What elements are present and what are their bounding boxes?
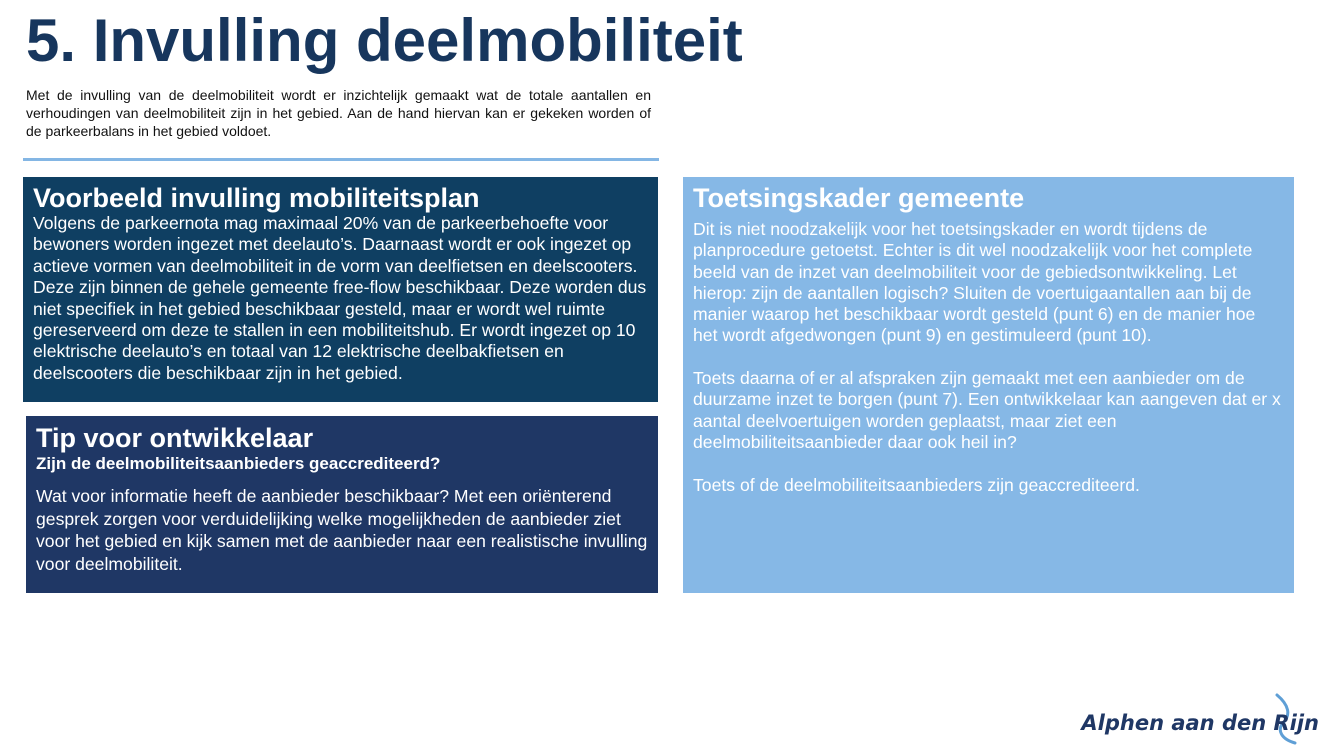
tip-box: [26, 416, 658, 593]
logo-text: Alphen aan den Rijn: [1081, 711, 1319, 735]
check-paragraph: Toets daarna of er al afspraken zijn gemaakt met een aanbieder om de duurzame inzet te borgen (punt 7). Een ontwikkelaar kan aangeven dat er x aantal deelvoertuigen worden geplaatst, maar ziet een deelmobiliteitsaanbieder daar ook heil in?: [693, 368, 1281, 452]
tip-subtitle: Zijn de deelmobiliteitsaanbieders geaccrediteerd?: [36, 454, 441, 473]
page-title: 5. Invulling deelmobiliteit: [26, 7, 743, 74]
example-box: [23, 177, 658, 402]
municipality-logo: [1081, 699, 1319, 739]
check-paragraph: Dit is niet noodzakelijk voor het toetsingskader en wordt tijdens de planprocedure getoetst. Echter is dit wel noodzakelijk voor het complete beeld van de inzet van deelmobiliteit voor de gebiedsontwikkeling. Let hierop: zijn de aantallen logisch? Sluiten de voertuigaantallen aan bij de manier waarop het beschikbaar wordt gesteld (punt 6) en de manier hoe het wordt afgedwongen (punt 9) en gestimuleerd (punt 10).: [693, 219, 1256, 346]
tip-body: Wat voor informatie heeft de aanbieder beschikbaar? Met een oriënterend gesprek zorgen voor verduidelijking welke mogelijkheden de aanbieder ziet voor het gebied en kijk samen met de aanbieder naar een realistische invulling voor deelmobiliteit.: [36, 486, 648, 575]
intro-text: Met de invulling van de deelmobiliteit wordt er inzichtelijk gemaakt wat de totale aantallen en verhoudingen van deelmobiliteit zijn in het gebied. Aan de hand hiervan kan er gekeken worden of de parkeerbalans in het gebied voldoet.: [26, 87, 651, 139]
divider: [23, 158, 659, 161]
check-paragraph: Toets of de deelmobiliteitsaanbieders zijn geaccrediteerd.: [693, 474, 1140, 495]
example-heading: Voorbeeld invulling mobiliteitsplan: [33, 183, 480, 213]
check-box: [683, 177, 1294, 593]
tip-heading: Tip voor ontwikkelaar: [36, 423, 314, 453]
example-body: Volgens de parkeernota mag maximaal 20% van de parkeerbehoefte voor bewoners worden ingezet met deelauto’s. Daarnaast wordt er ook ingezet op actieve vormen van deelmobiliteit in de vorm van deelfietsen en deelscooters. Deze zijn binnen de gehele gemeente free-flow beschikbaar. Deze worden dus niet specifiek in het gebied beschikbaar gesteld, maar er wordt wel ruimte gereserveerd om deze te stallen in een mobiliteitshub. Er wordt ingezet op 10 elektrische deelauto’s en totaal van 12 elektrische deelbakfietsen en deelscooters die beschikbaar zijn in het gebied.: [33, 213, 647, 383]
check-heading: Toetsingskader gemeente: [693, 183, 1025, 213]
